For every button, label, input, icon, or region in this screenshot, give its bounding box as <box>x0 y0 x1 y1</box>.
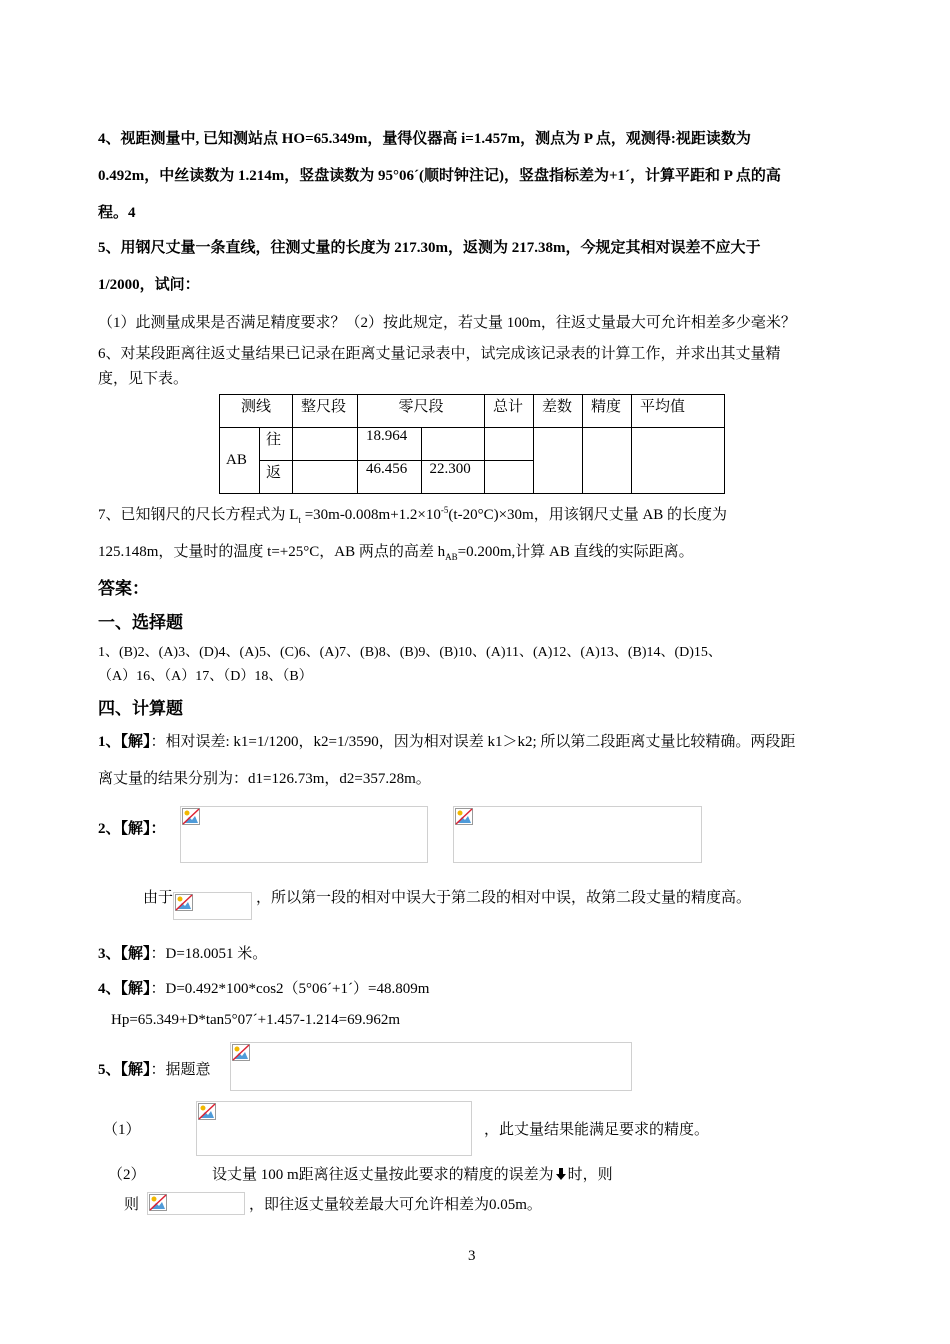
section4-title: 四、计算题 <box>98 699 183 718</box>
q7-line1 <box>98 503 727 525</box>
header-cell: 整尺段 <box>293 395 358 428</box>
broken-image-icon <box>455 808 473 825</box>
broken-image-icon <box>198 1103 216 1120</box>
table-row <box>220 428 725 461</box>
q5-line2: 1/2000，试问： <box>98 277 200 293</box>
broken-image-icon <box>182 808 200 825</box>
average-cell <box>632 428 725 494</box>
diff-cell <box>534 428 583 494</box>
q7-superscript: -5 <box>440 505 449 515</box>
answer5-part1-label: （1） <box>103 1122 141 1138</box>
formula-image <box>196 1101 472 1156</box>
answer-label: 1、【解】 <box>98 734 151 750</box>
header-cell: 总计 <box>485 395 534 428</box>
formula-image <box>147 1192 245 1215</box>
answer5-label <box>98 1058 211 1079</box>
answer5-then: 则 <box>124 1197 140 1213</box>
answer-label: 3、【解】 <box>98 946 151 962</box>
answer1-line1 <box>98 730 795 751</box>
distance-record-table <box>219 394 725 494</box>
formula-image <box>180 806 428 863</box>
answer2-label: 2、【解】： <box>98 821 166 837</box>
answer-text: ：D=18.0051 米。 <box>150 946 268 962</box>
formula-image <box>230 1042 632 1091</box>
section1-line1: 1、(B)2、(A)3、(D)4、(A)5、(C)6、(A)7、(B)8、(B)9、(B)10、(A)11、(A)12、(A)13、(B)14、(D)15、 <box>98 645 722 660</box>
answer2-since: 由于 <box>143 890 174 906</box>
answers-heading: 答案： <box>98 579 149 598</box>
answer5-part2-label: （2） <box>108 1167 146 1183</box>
header-cell: 测线 <box>220 395 293 428</box>
answer-label: 5、【解】 <box>98 1062 151 1078</box>
answer-text: ：相对误差: k1=1/1200，k2=1/3590，因为相对误差 k1＞k2; 所以第二段距离丈量比较精确。两段距 <box>150 734 796 750</box>
answer-text: 时，则 <box>567 1167 613 1183</box>
q5-line3: （1）此测量成果是否满足精度要求？（2）按此规定，若丈量 100m，往返丈量最大可允许相差多少毫米？ <box>98 315 796 331</box>
header-cell: 差数 <box>534 395 583 428</box>
q4-line1: 4、视距测量中, 已知测站点 HO=65.349m，量得仪器高 i=1.457m，测点为 P 点，观测得:视距读数为 <box>98 131 751 147</box>
line-name-cell: AB <box>220 428 260 494</box>
q4-line3: 程。4 <box>98 205 136 221</box>
q4-line2: 0.492m，中丝读数为 1.214m，竖盘读数为 95°06´(顺时钟注记)，竖盘指标差为+1´，计算平距和 P 点的高 <box>98 168 781 184</box>
section1-line2: （A）16、（A）17、（D）18、（B） <box>98 669 313 684</box>
table-header-row <box>220 395 725 428</box>
q7-text: =30m-0.008m+1.2×10 <box>300 507 441 523</box>
whole-cell <box>293 461 358 494</box>
answer2-conclusion: ，所以第一段的相对中误大于第二段的相对中误，故第二段丈量的精度高。 <box>256 890 752 906</box>
part2-cell <box>421 428 485 461</box>
header-cell: 平均值 <box>632 395 725 428</box>
q7-subscript: AB <box>445 552 458 562</box>
q6-line1: 6、对某段距离往返丈量结果已记录在距离丈量记录表中，试完成该记录表的计算工作，并求出其丈量精 <box>98 346 781 362</box>
page-number: 3 <box>468 1248 476 1264</box>
part2-cell: 22.300 <box>421 461 485 494</box>
section1-title: 一、选择题 <box>98 613 183 632</box>
q7-line2 <box>98 540 694 562</box>
part1-cell: 46.456 <box>358 461 422 494</box>
whole-cell <box>293 428 358 461</box>
arrow-down-icon <box>554 1167 568 1181</box>
q7-subscript: t <box>298 515 301 525</box>
q7-text: 7、已知钢尺的尺长方程式为 L <box>98 507 299 523</box>
q7-text: 125.148m，丈量时的温度 t=+25°C，AB 两点的高差 h <box>98 544 446 560</box>
broken-image-icon <box>232 1044 250 1061</box>
total-cell <box>485 461 534 494</box>
answer-text: ：D=0.492*100*cos2（5°06´+1´）=48.809m <box>150 981 430 997</box>
answer-text: 设丈量 100 m距离往返丈量按此要求的精度的误差为 <box>212 1167 554 1183</box>
formula-image <box>173 892 252 920</box>
broken-image-icon <box>149 1194 167 1211</box>
precision-cell <box>583 428 632 494</box>
q7-text: =0.200m,计算 AB 直线的实际距离。 <box>457 544 694 560</box>
q5-line1: 5、用钢尺丈量一条直线，往测丈量的长度为 217.30m，返测为 217.38m，今规定其相对误差不应大于 <box>98 240 761 256</box>
answer-label: 4、【解】 <box>98 981 151 997</box>
part1-cell: 18.964 <box>358 428 422 461</box>
answer4-line2: Hp=65.349+D*tan5°07´+1.457-1.214=69.962m <box>111 1012 400 1028</box>
total-cell <box>485 428 534 461</box>
answer1-line2: 离丈量的结果分别为：d1=126.73m，d2=357.28m。 <box>98 771 431 787</box>
header-cell: 零尺段 <box>358 395 485 428</box>
answer5-part1-text: ，此丈量结果能满足要求的精度。 <box>484 1122 710 1138</box>
q7-text: (t-20°C)×30m，用该钢尺丈量 AB 的长度为 <box>448 507 728 523</box>
answer4-line1 <box>98 977 429 998</box>
answer-text: ：据题意 <box>150 1062 211 1078</box>
answer5-final: ，即往返丈量较差最大可允许相差为0.05m。 <box>249 1197 542 1213</box>
direction-cell: 返 <box>259 461 292 494</box>
header-cell: 精度 <box>583 395 632 428</box>
broken-image-icon <box>175 894 193 911</box>
answer3 <box>98 942 267 963</box>
formula-image <box>453 806 702 863</box>
direction-cell: 往 <box>259 428 292 461</box>
answer5-part2-text <box>212 1163 613 1184</box>
q6-line2: 度，见下表。 <box>98 371 189 387</box>
